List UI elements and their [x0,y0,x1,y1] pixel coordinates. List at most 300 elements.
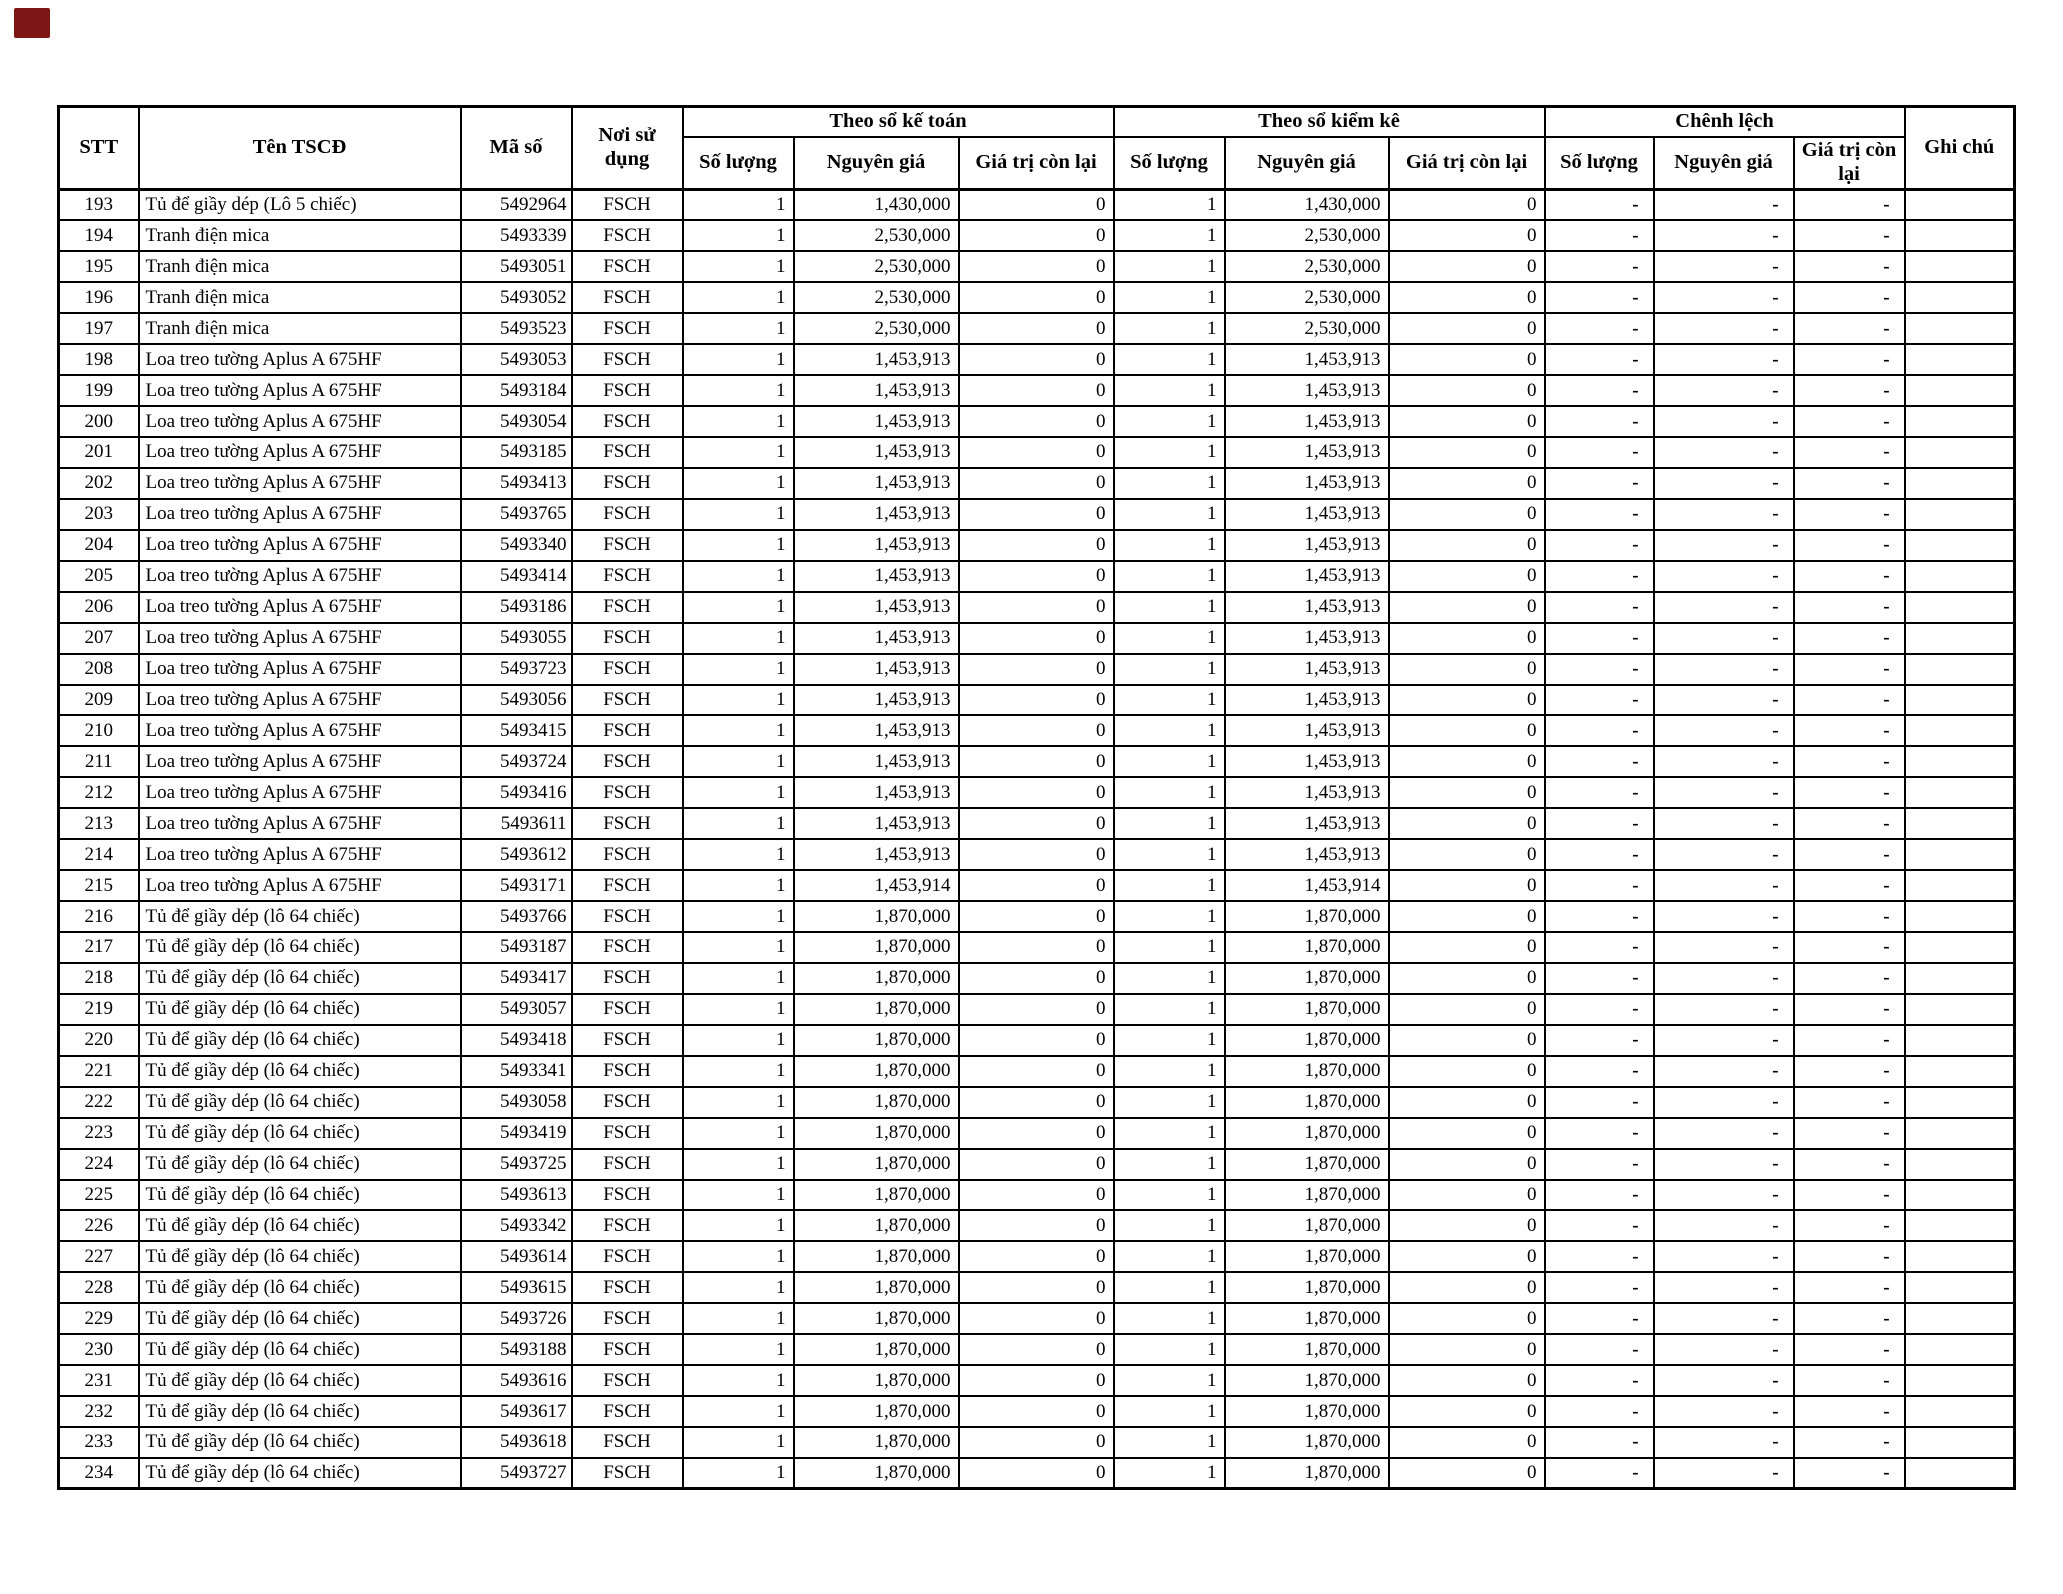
cell-department: FSCH [572,282,683,313]
table-row [59,839,2015,870]
cell-cost-inventory: 1,870,000 [1225,1272,1389,1303]
cell-residual-inventory: 0 [1389,375,1545,406]
cell-stt: 199 [59,375,139,406]
cell-department: FSCH [572,808,683,839]
cell-stt: 208 [59,654,139,685]
cell-cost-accounting: 1,870,000 [794,1056,959,1087]
cell-residual-accounting: 0 [959,1241,1114,1272]
cell-stt: 222 [59,1087,139,1118]
table-row [59,1087,2015,1118]
cell-cost-accounting: 1,870,000 [794,994,959,1025]
cell-qty-inventory: 1 [1114,1365,1225,1396]
cell-cost-diff: - [1654,592,1794,623]
cell-department: FSCH [572,190,683,221]
cell-qty-accounting: 1 [683,375,794,406]
cell-qty-inventory: 1 [1114,1056,1225,1087]
cell-qty-diff: - [1545,839,1654,870]
cell-asset-name: Loa treo tường Aplus A 675HF [139,777,461,808]
cell-cost-inventory: 1,453,913 [1225,468,1389,499]
cell-asset-name: Tranh điện mica [139,313,461,344]
cell-residual-diff: - [1794,777,1905,808]
cell-cost-diff: - [1654,1056,1794,1087]
cell-asset-name: Loa treo tường Aplus A 675HF [139,406,461,437]
table-header [59,107,2015,190]
cell-qty-accounting: 1 [683,870,794,901]
cell-asset-name: Loa treo tường Aplus A 675HF [139,437,461,468]
cell-cost-accounting: 1,453,913 [794,592,959,623]
cell-residual-accounting: 0 [959,190,1114,221]
cell-qty-accounting: 1 [683,437,794,468]
cell-cost-accounting: 1,453,913 [794,375,959,406]
cell-residual-accounting: 0 [959,561,1114,592]
cell-qty-inventory: 1 [1114,685,1225,716]
cell-qty-inventory: 1 [1114,592,1225,623]
cell-stt: 201 [59,437,139,468]
cell-residual-accounting: 0 [959,1427,1114,1458]
cell-residual-diff: - [1794,1427,1905,1458]
table-row [59,1427,2015,1458]
cell-qty-diff: - [1545,313,1654,344]
cell-code: 5493052 [461,282,572,313]
cell-residual-inventory: 0 [1389,406,1545,437]
cell-qty-inventory: 1 [1114,406,1225,437]
cell-residual-accounting: 0 [959,1210,1114,1241]
cell-code: 5493417 [461,963,572,994]
cell-stt: 231 [59,1365,139,1396]
table-row [59,530,2015,561]
cell-cost-accounting: 1,453,913 [794,746,959,777]
cell-stt: 232 [59,1396,139,1427]
cell-cost-diff: - [1654,1149,1794,1180]
cell-asset-name: Loa treo tường Aplus A 675HF [139,654,461,685]
cell-department: FSCH [572,870,683,901]
cell-qty-diff: - [1545,1396,1654,1427]
table-row [59,1056,2015,1087]
cell-asset-name: Tủ để giầy dép (lô 64 chiếc) [139,1149,461,1180]
cell-asset-name: Loa treo tường Aplus A 675HF [139,623,461,654]
table-row [59,1149,2015,1180]
cell-cost-diff: - [1654,901,1794,932]
header-code: Mã số [461,107,572,190]
cell-stt: 223 [59,1118,139,1149]
header-group-row [59,107,2015,137]
cell-qty-accounting: 1 [683,839,794,870]
cell-cost-accounting: 2,530,000 [794,251,959,282]
cell-qty-diff: - [1545,685,1654,716]
cell-cost-accounting: 1,453,913 [794,685,959,716]
cell-note [1905,1025,2015,1056]
cell-cost-inventory: 2,530,000 [1225,220,1389,251]
cell-cost-accounting: 1,453,913 [794,777,959,808]
cell-cost-inventory: 1,453,913 [1225,375,1389,406]
cell-department: FSCH [572,715,683,746]
cell-residual-diff: - [1794,715,1905,746]
cell-cost-diff: - [1654,1365,1794,1396]
cell-asset-name: Loa treo tường Aplus A 675HF [139,375,461,406]
cell-stt: 233 [59,1427,139,1458]
cell-cost-inventory: 1,453,913 [1225,685,1389,716]
cell-residual-diff: - [1794,1180,1905,1211]
table-row [59,1334,2015,1365]
cell-qty-inventory: 1 [1114,1458,1225,1489]
cell-note [1905,499,2015,530]
cell-residual-accounting: 0 [959,220,1114,251]
table-row [59,1458,2015,1489]
cell-qty-inventory: 1 [1114,1334,1225,1365]
cell-qty-diff: - [1545,1303,1654,1334]
cell-qty-inventory: 1 [1114,1180,1225,1211]
cell-cost-inventory: 1,453,913 [1225,406,1389,437]
cell-note [1905,654,2015,685]
cell-note [1905,375,2015,406]
cell-residual-diff: - [1794,437,1905,468]
cell-note [1905,932,2015,963]
header-residual-accounting: Giá trị còn lại [959,137,1114,190]
cell-cost-inventory: 1,870,000 [1225,994,1389,1025]
cell-residual-diff: - [1794,1087,1905,1118]
cell-department: FSCH [572,561,683,592]
cell-code: 5493341 [461,1056,572,1087]
cell-qty-diff: - [1545,499,1654,530]
cell-qty-diff: - [1545,1118,1654,1149]
cell-note [1905,1056,2015,1087]
cell-cost-accounting: 1,453,914 [794,870,959,901]
cell-residual-inventory: 0 [1389,685,1545,716]
cell-stt: 227 [59,1241,139,1272]
cell-department: FSCH [572,963,683,994]
cell-cost-diff: - [1654,777,1794,808]
cell-residual-accounting: 0 [959,808,1114,839]
cell-residual-accounting: 0 [959,1025,1114,1056]
cell-residual-inventory: 0 [1389,839,1545,870]
cell-residual-inventory: 0 [1389,251,1545,282]
cell-note [1905,994,2015,1025]
cell-cost-diff: - [1654,994,1794,1025]
cell-code: 5493055 [461,623,572,654]
cell-cost-accounting: 1,870,000 [794,1303,959,1334]
cell-department: FSCH [572,1056,683,1087]
cell-note [1905,808,2015,839]
cell-residual-accounting: 0 [959,932,1114,963]
cell-cost-accounting: 1,453,913 [794,530,959,561]
cell-stt: 228 [59,1272,139,1303]
cell-qty-accounting: 1 [683,1272,794,1303]
cell-residual-inventory: 0 [1389,654,1545,685]
cell-qty-inventory: 1 [1114,1427,1225,1458]
cell-code: 5493185 [461,437,572,468]
cell-qty-accounting: 1 [683,746,794,777]
cell-cost-accounting: 1,430,000 [794,190,959,221]
cell-department: FSCH [572,530,683,561]
table-row [59,1241,2015,1272]
table-row [59,220,2015,251]
cell-qty-diff: - [1545,530,1654,561]
cell-cost-diff: - [1654,1118,1794,1149]
cell-residual-inventory: 0 [1389,592,1545,623]
cell-qty-accounting: 1 [683,251,794,282]
cell-cost-accounting: 1,870,000 [794,963,959,994]
cell-cost-accounting: 1,870,000 [794,1272,959,1303]
cell-note [1905,406,2015,437]
cell-code: 5493053 [461,344,572,375]
cell-asset-name: Tủ để giầy dép (Lô 5 chiếc) [139,190,461,221]
cell-asset-name: Tủ để giầy dép (lô 64 chiếc) [139,1396,461,1427]
cell-residual-inventory: 0 [1389,282,1545,313]
cell-cost-inventory: 1,453,913 [1225,839,1389,870]
cell-asset-name: Tủ để giầy dép (lô 64 chiếc) [139,1180,461,1211]
cell-note [1905,282,2015,313]
cell-cost-inventory: 1,870,000 [1225,1458,1389,1489]
cell-stt: 194 [59,220,139,251]
cell-cost-accounting: 1,453,913 [794,839,959,870]
cell-qty-accounting: 1 [683,530,794,561]
cell-cost-accounting: 1,870,000 [794,1180,959,1211]
cell-residual-inventory: 0 [1389,994,1545,1025]
cell-asset-name: Loa treo tường Aplus A 675HF [139,685,461,716]
cell-code: 5493186 [461,592,572,623]
cell-department: FSCH [572,623,683,654]
cell-cost-accounting: 1,870,000 [794,1025,959,1056]
cell-department: FSCH [572,932,683,963]
cell-stt: 221 [59,1056,139,1087]
cell-qty-inventory: 1 [1114,808,1225,839]
cell-note [1905,1118,2015,1149]
cell-code: 5493415 [461,715,572,746]
table-row [59,406,2015,437]
cell-residual-accounting: 0 [959,746,1114,777]
cell-cost-inventory: 1,453,913 [1225,592,1389,623]
cell-residual-diff: - [1794,313,1905,344]
cell-qty-inventory: 1 [1114,190,1225,221]
header-qty-accounting: Số lượng [683,137,794,190]
table-row [59,994,2015,1025]
cell-cost-accounting: 1,870,000 [794,1149,959,1180]
cell-cost-diff: - [1654,1303,1794,1334]
cell-stt: 193 [59,190,139,221]
cell-qty-diff: - [1545,623,1654,654]
cell-cost-accounting: 1,870,000 [794,1210,959,1241]
cell-qty-inventory: 1 [1114,870,1225,901]
cell-asset-name: Tủ để giầy dép (lô 64 chiếc) [139,1087,461,1118]
cell-asset-name: Tủ để giầy dép (lô 64 chiếc) [139,1365,461,1396]
cell-cost-accounting: 2,530,000 [794,313,959,344]
cell-cost-accounting: 1,453,913 [794,344,959,375]
cell-stt: 225 [59,1180,139,1211]
cell-qty-accounting: 1 [683,932,794,963]
cell-qty-diff: - [1545,777,1654,808]
cell-qty-inventory: 1 [1114,1396,1225,1427]
cell-department: FSCH [572,994,683,1025]
cell-residual-diff: - [1794,1365,1905,1396]
cell-residual-accounting: 0 [959,1303,1114,1334]
cell-residual-inventory: 0 [1389,1180,1545,1211]
cell-qty-accounting: 1 [683,1056,794,1087]
header-note: Ghi chú [1905,107,2015,190]
cell-note [1905,1241,2015,1272]
cell-residual-diff: - [1794,932,1905,963]
cell-stt: 196 [59,282,139,313]
header-cost-inventory: Nguyên giá [1225,137,1389,190]
header-residual-inventory: Giá trị còn lại [1389,137,1545,190]
cell-residual-diff: - [1794,1118,1905,1149]
cell-qty-accounting: 1 [683,1087,794,1118]
cell-asset-name: Tủ để giầy dép (lô 64 chiếc) [139,1210,461,1241]
cell-cost-inventory: 1,453,913 [1225,746,1389,777]
cell-cost-inventory: 1,453,913 [1225,623,1389,654]
cell-residual-inventory: 0 [1389,1396,1545,1427]
table-row [59,190,2015,221]
cell-cost-diff: - [1654,499,1794,530]
cell-qty-diff: - [1545,963,1654,994]
cell-code: 5493054 [461,406,572,437]
cell-qty-accounting: 1 [683,715,794,746]
cell-code: 5493414 [461,561,572,592]
cell-department: FSCH [572,746,683,777]
cell-stt: 219 [59,994,139,1025]
cell-asset-name: Tủ để giầy dép (lô 64 chiếc) [139,963,461,994]
cell-residual-accounting: 0 [959,1458,1114,1489]
cell-stt: 197 [59,313,139,344]
cell-residual-inventory: 0 [1389,220,1545,251]
cell-cost-diff: - [1654,839,1794,870]
cell-cost-diff: - [1654,190,1794,221]
cell-qty-accounting: 1 [683,1303,794,1334]
cell-residual-diff: - [1794,1334,1905,1365]
cell-residual-accounting: 0 [959,839,1114,870]
cell-residual-inventory: 0 [1389,561,1545,592]
cell-stt: 202 [59,468,139,499]
cell-qty-accounting: 1 [683,1458,794,1489]
cell-code: 5493057 [461,994,572,1025]
cell-cost-inventory: 1,870,000 [1225,1180,1389,1211]
cell-residual-inventory: 0 [1389,344,1545,375]
header-cost-accounting: Nguyên giá [794,137,959,190]
table-row [59,1272,2015,1303]
cell-department: FSCH [572,220,683,251]
cell-residual-inventory: 0 [1389,1210,1545,1241]
cell-qty-accounting: 1 [683,344,794,375]
cell-department: FSCH [572,344,683,375]
cell-residual-accounting: 0 [959,375,1114,406]
cell-qty-inventory: 1 [1114,561,1225,592]
cell-asset-name: Loa treo tường Aplus A 675HF [139,530,461,561]
cell-cost-diff: - [1654,251,1794,282]
cell-cost-diff: - [1654,715,1794,746]
cell-note [1905,344,2015,375]
cell-note [1905,468,2015,499]
cell-cost-accounting: 1,870,000 [794,1396,959,1427]
cell-residual-inventory: 0 [1389,963,1545,994]
cell-qty-diff: - [1545,282,1654,313]
cell-asset-name: Tủ để giầy dép (lô 64 chiếc) [139,1241,461,1272]
cell-residual-inventory: 0 [1389,1056,1545,1087]
cell-residual-diff: - [1794,190,1905,221]
cell-residual-diff: - [1794,251,1905,282]
cell-note [1905,746,2015,777]
cell-department: FSCH [572,1149,683,1180]
cell-code: 5493613 [461,1180,572,1211]
cell-residual-accounting: 0 [959,870,1114,901]
cell-department: FSCH [572,313,683,344]
cell-cost-inventory: 2,530,000 [1225,313,1389,344]
cell-cost-diff: - [1654,808,1794,839]
cell-note [1905,1458,2015,1489]
cell-asset-name: Tủ để giầy dép (lô 64 chiếc) [139,932,461,963]
cell-qty-inventory: 1 [1114,654,1225,685]
cell-cost-inventory: 1,453,913 [1225,499,1389,530]
cell-cost-diff: - [1654,406,1794,437]
cell-residual-accounting: 0 [959,344,1114,375]
cell-residual-accounting: 0 [959,530,1114,561]
cell-qty-diff: - [1545,901,1654,932]
cell-qty-diff: - [1545,344,1654,375]
header-qty-diff: Số lượng [1545,137,1654,190]
cell-cost-inventory: 1,453,914 [1225,870,1389,901]
cell-cost-diff: - [1654,1087,1794,1118]
cell-asset-name: Loa treo tường Aplus A 675HF [139,870,461,901]
cell-residual-accounting: 0 [959,437,1114,468]
cell-asset-name: Tủ để giầy dép (lô 64 chiếc) [139,1303,461,1334]
cell-residual-inventory: 0 [1389,623,1545,654]
cell-department: FSCH [572,1272,683,1303]
cell-code: 5493418 [461,1025,572,1056]
cell-residual-accounting: 0 [959,499,1114,530]
cell-cost-accounting: 1,870,000 [794,1458,959,1489]
cell-cost-accounting: 1,870,000 [794,932,959,963]
cell-residual-accounting: 0 [959,282,1114,313]
cell-cost-inventory: 1,870,000 [1225,1087,1389,1118]
cell-qty-accounting: 1 [683,654,794,685]
table-row [59,344,2015,375]
cell-code: 5493184 [461,375,572,406]
cell-residual-inventory: 0 [1389,1334,1545,1365]
cell-department: FSCH [572,406,683,437]
cell-code: 5493413 [461,468,572,499]
cell-cost-accounting: 1,870,000 [794,1118,959,1149]
cell-qty-accounting: 1 [683,406,794,437]
cell-residual-inventory: 0 [1389,1272,1545,1303]
cell-cost-diff: - [1654,963,1794,994]
cell-code: 5493340 [461,530,572,561]
cell-code: 5493051 [461,251,572,282]
cell-note [1905,1365,2015,1396]
cell-department: FSCH [572,468,683,499]
cell-residual-inventory: 0 [1389,313,1545,344]
cell-stt: 211 [59,746,139,777]
cell-residual-accounting: 0 [959,313,1114,344]
cell-qty-diff: - [1545,592,1654,623]
table-row [59,1180,2015,1211]
cell-qty-accounting: 1 [683,623,794,654]
cell-code: 5493723 [461,654,572,685]
cell-department: FSCH [572,1303,683,1334]
cell-residual-inventory: 0 [1389,1427,1545,1458]
cell-residual-accounting: 0 [959,1118,1114,1149]
cell-residual-diff: - [1794,1025,1905,1056]
cell-note [1905,1210,2015,1241]
cell-residual-inventory: 0 [1389,1365,1545,1396]
cell-code: 5493187 [461,932,572,963]
cell-department: FSCH [572,685,683,716]
cell-cost-accounting: 1,453,913 [794,808,959,839]
cell-qty-inventory: 1 [1114,1272,1225,1303]
cell-residual-accounting: 0 [959,901,1114,932]
cell-code: 5493614 [461,1241,572,1272]
table-row [59,1396,2015,1427]
cell-stt: 215 [59,870,139,901]
cell-note [1905,1396,2015,1427]
cell-department: FSCH [572,1396,683,1427]
